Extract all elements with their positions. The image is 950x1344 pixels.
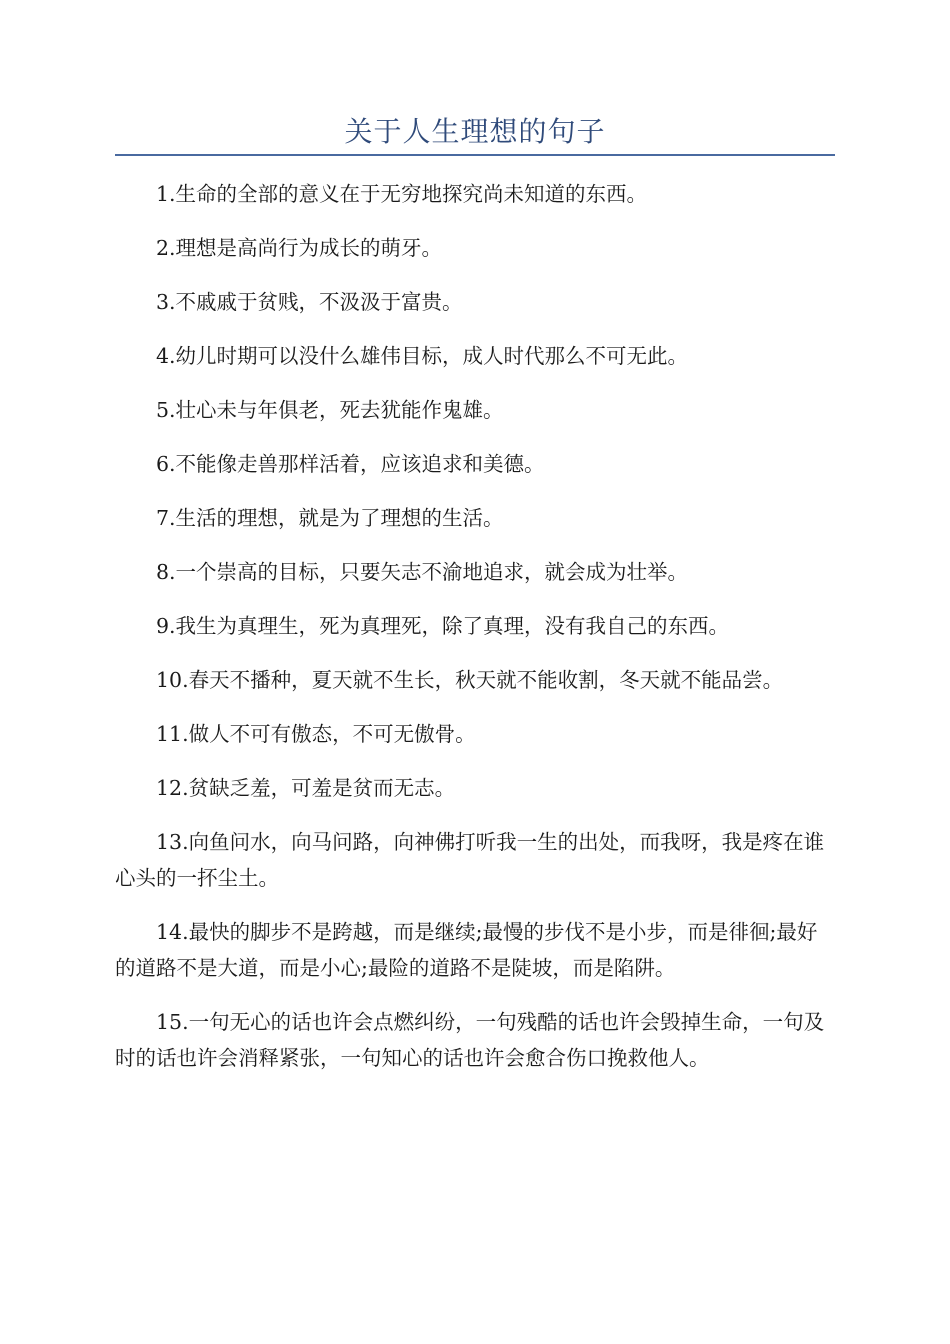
quote-paragraph: 11.做人不可有傲态，不可无傲骨。 — [156, 722, 476, 746]
quote-paragraph: 8.一个崇高的目标，只要矢志不渝地追求，就会成为壮举。 — [156, 560, 689, 584]
quote-paragraph: 14.最快的脚步不是跨越，而是继续;最慢的步伐不是小步，而是徘徊;最好的道路不是大道，而是小心;最险的道路不是陡坡，而是陷阱。 — [115, 920, 818, 980]
title-underline — [115, 154, 835, 156]
document-body — [115, 176, 827, 1094]
quote-paragraph: 15.一句无心的话也许会点燃纠纷，一句残酷的话也许会毁掉生命，一句及时的话也许会消释紧张，一句知心的话也许会愈合伤口挽救他人。 — [115, 1010, 825, 1070]
quote-paragraph: 3.不戚戚于贫贱，不汲汲于富贵。 — [156, 290, 463, 314]
quote-paragraph: 9.我生为真理生，死为真理死，除了真理，没有我自己的东西。 — [156, 614, 730, 638]
quote-paragraph: 1.生命的全部的意义在于无穷地探究尚未知道的东西。 — [156, 182, 648, 206]
quote-paragraph: 13.向鱼问水，向马问路，向神佛打听我一生的出处，而我呀，我是疼在谁心头的一抔尘土。 — [115, 830, 825, 890]
quote-paragraph: 12.贫缺乏羞，可羞是贫而无志。 — [156, 776, 456, 800]
quote-paragraph: 10.春天不播种，夏天就不生长，秋天就不能收割，冬天就不能品尝。 — [156, 668, 784, 692]
document-title: 关于人生理想的句子 — [344, 115, 606, 148]
quote-paragraph: 2.理想是高尚行为成长的萌牙。 — [156, 236, 443, 260]
quote-paragraph: 6.不能像走兽那样活着，应该追求和美德。 — [156, 452, 545, 476]
quote-paragraph: 4.幼儿时期可以没什么雄伟目标，成人时代那么不可无此。 — [156, 344, 689, 368]
quote-paragraph: 5.壮心未与年俱老，死去犹能作鬼雄。 — [156, 398, 504, 422]
quote-paragraph: 7.生活的理想，就是为了理想的生活。 — [156, 506, 504, 530]
